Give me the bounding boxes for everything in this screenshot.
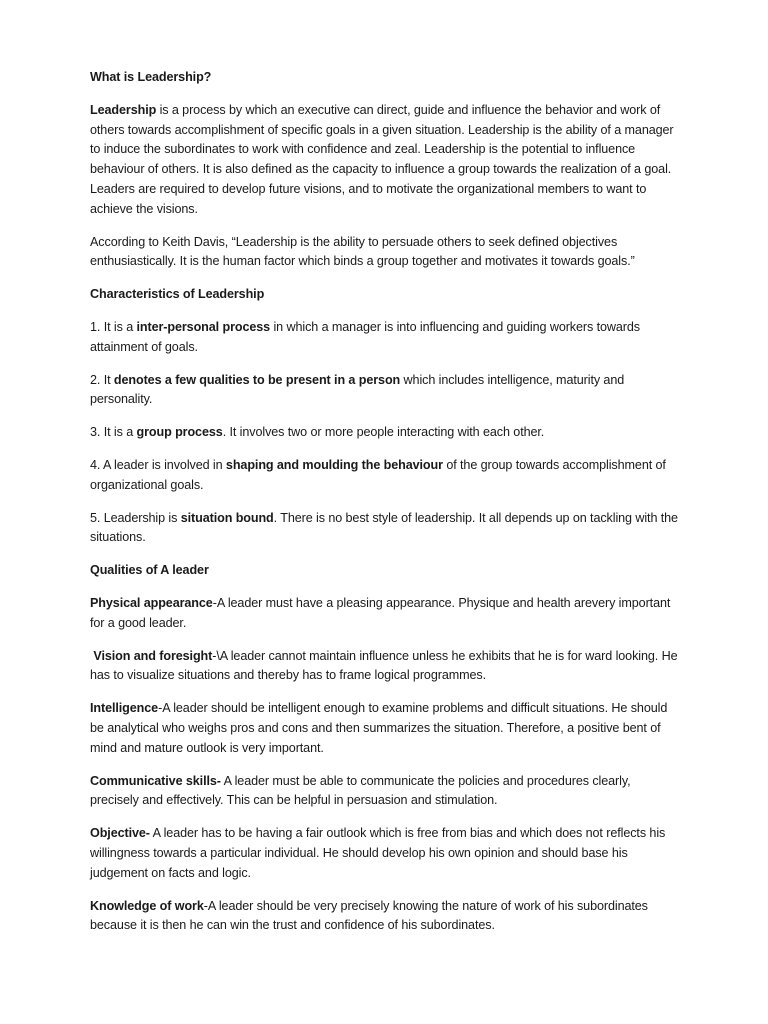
quality-text: -A leader should be intelligent enough to examine problems and difficult situations. He should be analytical who weighs pros and cons and then summarizes the situation. Therefore, a positive bent of mind and mature outlook is very important. bbox=[90, 701, 668, 755]
heading-qualities: Qualities of A leader bbox=[90, 563, 209, 578]
quality-text: -A leader should be very precisely knowing the nature of work of his subordinates because it is then he can win the trust and confidence of his subordinates. bbox=[90, 898, 648, 933]
characteristic-bold: situation bound bbox=[180, 510, 274, 525]
characteristic-item bbox=[90, 456, 680, 496]
characteristic-bold: denotes a few qualities to be present in a person bbox=[113, 372, 401, 387]
quality-bold: Vision and foresight bbox=[93, 648, 213, 663]
characteristic-prefix: 5. Leadership is bbox=[90, 510, 181, 525]
quality-text: -A leader must have a pleasing appearance. Physique and health arevery important for a good leader. bbox=[90, 595, 671, 630]
characteristic-item bbox=[90, 509, 680, 549]
document-page bbox=[90, 68, 680, 949]
quality-item bbox=[90, 824, 680, 883]
characteristic-text: in which a manager is into influencing and guiding workers towards attainment of goals. bbox=[90, 319, 640, 354]
characteristic-item bbox=[90, 318, 680, 358]
quality-bold: Intelligence bbox=[90, 701, 159, 716]
quality-item bbox=[90, 594, 680, 634]
quality-item bbox=[90, 699, 680, 758]
characteristic-prefix: 4. A leader is involved in bbox=[90, 457, 226, 472]
characteristic-bold: group process bbox=[136, 425, 223, 440]
intro-paragraph bbox=[90, 101, 680, 220]
characteristic-text: . It involves two or more people interacting with each other. bbox=[222, 425, 545, 440]
keith-davis-quote: According to Keith Davis, “Leadership is the ability to persuade others to seek defined objectives enthusiastically. It is the human factor which binds a group together and motivates it towards goals.” bbox=[90, 234, 635, 269]
quality-text: -\A leader cannot maintain influence unless he exhibits that he is for ward looking. He has to visualize situations and thereby has to frame logical programmes. bbox=[90, 648, 678, 683]
characteristic-item bbox=[90, 423, 680, 443]
intro-bold-term: Leadership bbox=[90, 102, 157, 117]
quality-text: A leader must be able to communicate the policies and procedures clearly, precisely and effectively. This can be helpful in persuasion and stimulation. bbox=[90, 773, 631, 808]
quality-item bbox=[90, 772, 680, 812]
quality-bold: Physical appearance bbox=[90, 595, 213, 610]
quality-item bbox=[90, 647, 680, 687]
characteristic-bold: inter-personal process bbox=[136, 319, 271, 334]
quality-bold: Objective- bbox=[90, 826, 150, 841]
heading-what-is-leadership: What is Leadership? bbox=[90, 70, 212, 84]
characteristic-text: which includes intelligence, maturity and personality. bbox=[90, 372, 625, 407]
quality-bold: Communicative skills- bbox=[90, 773, 221, 788]
characteristic-text: . There is no best style of leadership. It all depends up on tackling with the situations. bbox=[90, 510, 678, 545]
heading-characteristics: Characteristics of Leadership bbox=[90, 287, 265, 302]
intro-text: is a process by which an executive can direct, guide and influence the behavior and work of others towards accomplishment of specific goals in a given situation. Leadership is the ability of a manager to induce the subordinates to work with confidence and zeal. Leadership is the potential to influence behaviour of others. It is also defined as the capacity to influence a group towards the realization of a goal. Leaders are required to develop future visions, and to motivate the organizational members to want to achieve the visions. bbox=[90, 102, 674, 216]
quality-item bbox=[90, 897, 680, 937]
quality-bold: Knowledge of work bbox=[90, 898, 204, 913]
characteristic-text: of the group towards accomplishment of organizational goals. bbox=[90, 457, 666, 492]
characteristic-prefix: 3. It is a bbox=[90, 425, 137, 440]
characteristic-item bbox=[90, 371, 680, 411]
characteristic-prefix: 2. It bbox=[90, 372, 114, 387]
quality-text: A leader has to be having a fair outlook which is free from bias and which does not reflects his willingness towards a particular individual. He should develop his own opinion and should base his judgement on facts and logic. bbox=[90, 826, 666, 880]
characteristic-prefix: 1. It is a bbox=[90, 319, 137, 334]
characteristic-bold: shaping and moulding the behaviour bbox=[225, 457, 443, 472]
